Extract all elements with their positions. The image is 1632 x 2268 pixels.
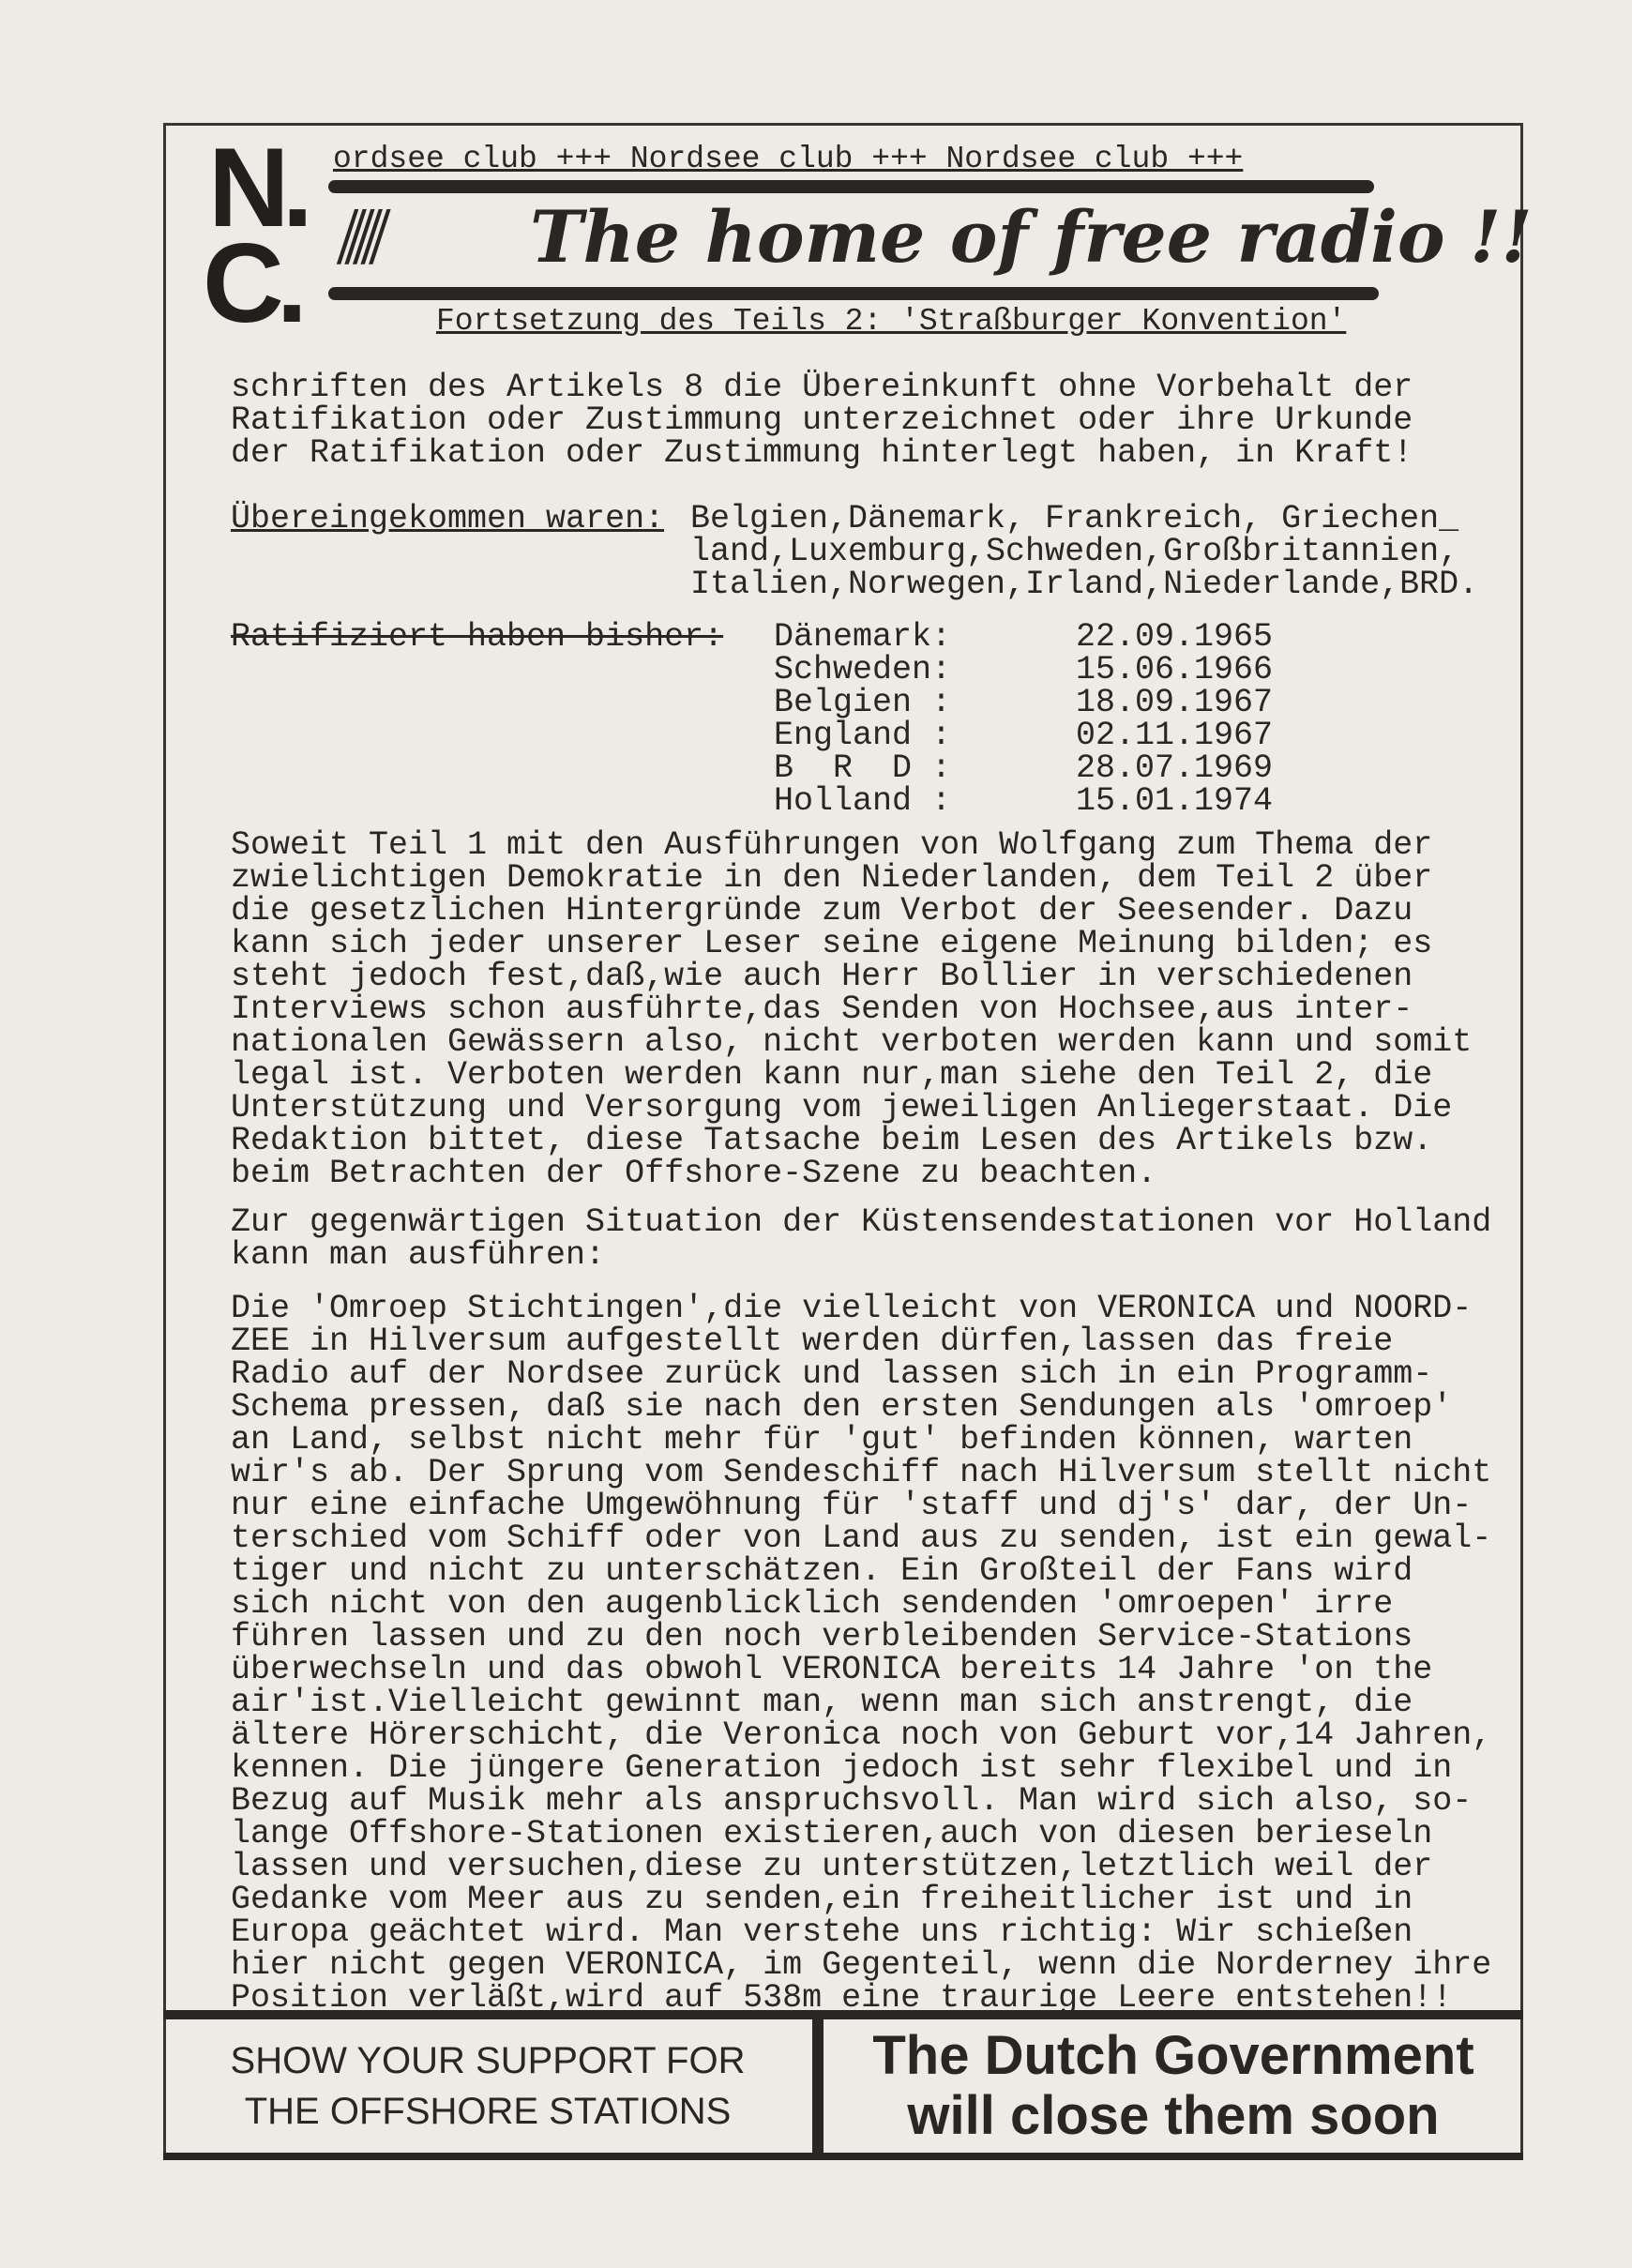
club-line: ordsee club +++ Nordsee club +++ Nordsee club +++ <box>333 142 1244 176</box>
paragraph-zur <box>231 1203 1492 1274</box>
text-line: der Ratifikation oder Zustimmung hinterlegt haben, in Kraft! <box>231 434 1413 472</box>
text-line: beim Betrachten der Offshore-Szene zu beachten. <box>231 1155 1157 1192</box>
text-line: legal ist. Verboten werden kann nur,man siehe den Teil 2, die <box>231 1056 1433 1094</box>
text-line: Ratifikation oder Zustimmung unterzeichnet oder ihre Urkunde <box>231 401 1413 439</box>
paragraph-omroep <box>231 1290 1492 2017</box>
ratified-row <box>774 684 1274 721</box>
text-line: führen lassen und zu den noch verbleibenden Service-Stations <box>231 1618 1413 1656</box>
banner-right-line2: will close them soon <box>907 2085 1440 2146</box>
ratified-country: England : <box>774 717 952 754</box>
text-line: zwielichtigen Demokratie in den Niederlanden, dem Teil 2 über <box>231 859 1433 897</box>
ratified-label: Ratifiziert haben bisher: <box>231 618 724 656</box>
ratified-row <box>774 782 1274 820</box>
ratified-row <box>774 749 1274 787</box>
ratified-date: 22.09.1965 <box>1076 618 1274 656</box>
ratified-table <box>774 618 1274 820</box>
text-line: lange Offshore-Stationen existieren,auch von diesen berieseln <box>231 1815 1433 1852</box>
ratified-date: 02.11.1967 <box>1076 717 1274 754</box>
text-line: die gesetzlichen Hintergründe zum Verbot der Seesender. Dazu <box>231 892 1413 930</box>
text-line: Bezug auf Musik mehr als anspruchsvoll. Man wird sich also, so- <box>231 1782 1473 1820</box>
banner-left-line1: SHOW YOUR SUPPORT FOR <box>230 2040 746 2081</box>
ratified-date: 15.06.1966 <box>1076 651 1274 688</box>
text-line: nationalen Gewässern also, nicht verboten werden kann und somit <box>231 1023 1473 1061</box>
text-line: wir's ab. Der Sprung vom Sendeschiff nach Hilversum stellt nicht <box>231 1454 1492 1491</box>
text-line: Unterstützung und Versorgung vom jeweiligen Anliegerstaat. Die <box>231 1089 1453 1126</box>
text-line: lassen und versuchen,diese zu unterstützen,letztlich weil der <box>231 1848 1433 1885</box>
text-line: Radio auf der Nordsee zurück und lassen sich in ein Programm- <box>231 1355 1433 1393</box>
ratified-row <box>774 719 1273 752</box>
banner-left <box>163 2019 824 2153</box>
support-banner <box>163 2010 1523 2160</box>
text-line: Italien,Norwegen,Irland,Niederlande,BRD. <box>690 566 1479 603</box>
text-line: an Land, selbst nicht mehr für 'gut' befinden können, warten <box>231 1421 1413 1459</box>
paragraph-soweit <box>231 826 1473 1192</box>
text-line: Gedanke vom Meer aus zu senden,ein freiheitlicher ist und in <box>231 1881 1413 1918</box>
agreed-label: Übereingekommen waren: <box>231 500 665 537</box>
ratified-date: 18.09.1967 <box>1076 684 1274 721</box>
text-line: Interviews schon ausführte,das Senden von Hochsee,aus inter- <box>231 990 1413 1028</box>
ratified-country: Holland : <box>774 782 952 820</box>
logo-c: C. <box>203 220 300 346</box>
text-line: Position verläßt,wird auf 538m eine traurige Leere entstehen!! <box>231 1979 1453 2017</box>
text-line: land,Luxemburg,Schweden,Großbritannien, <box>690 533 1459 570</box>
ratified-row <box>774 651 1274 688</box>
ratified-country: B R D : <box>774 749 952 787</box>
ratified-row <box>774 618 1274 656</box>
header-bar-top <box>328 180 1374 193</box>
slogan: The home of free radio !! <box>530 195 1533 279</box>
text-line: kann man ausführen: <box>231 1236 606 1274</box>
logo-n: N. <box>208 125 306 250</box>
text-line: terschied vom Schiff oder von Land aus zu senden, ist ein gewal- <box>231 1520 1492 1557</box>
text-line: nur eine einfache Umgewöhnung für 'staff und dj's' dar, der Un- <box>231 1487 1473 1524</box>
slashes-decoration: ///// <box>340 196 380 280</box>
text-line: air'ist.Vielleicht gewinnt man, wenn man sich anstrengt, die <box>231 1684 1413 1721</box>
text-line: tiger und nicht zu unterschätzen. Ein Großteil der Fans wird <box>231 1552 1413 1590</box>
text-line: ZEE in Hilversum aufgestellt werden dürfen,lassen das freie <box>231 1323 1394 1360</box>
text-line: kennen. Die jüngere Generation jedoch ist sehr flexibel und in <box>231 1749 1453 1787</box>
ratified-country: Belgien : <box>774 684 952 721</box>
text-line: kann sich jeder unserer Leser seine eigene Meinung bilden; es <box>231 925 1433 962</box>
ratified-date: 28.07.1969 <box>1076 749 1274 787</box>
text-line: Die 'Omroep Stichtingen',die vielleicht von VERONICA und NOORD- <box>231 1290 1473 1327</box>
ratified-date: 15.01.1974 <box>1076 782 1274 820</box>
ratified-country: Schweden: <box>774 651 952 688</box>
agreed-countries <box>690 500 1479 603</box>
text-line: überwechseln und das obwohl VERONICA bereits 14 Jahre 'on the <box>231 1651 1433 1688</box>
text-line: Belgien,Dänemark, Frankreich, Griechen_ <box>690 500 1459 537</box>
text-line: Schema pressen, daß sie nach den ersten Sendungen als 'omroep' <box>231 1388 1453 1426</box>
text-line: Europa geächtet wird. Man verstehe uns richtig: Wir schießen <box>231 1913 1413 1951</box>
text-line: Redaktion bittet, diese Tatsache beim Lesen des Artikels bzw. <box>231 1122 1433 1159</box>
text-line: sich nicht von den augenblicklich sendenden 'omroepen' irre <box>231 1585 1394 1623</box>
header-bar-bottom <box>328 287 1379 300</box>
article-subtitle: Fortsetzung des Teils 2: 'Straßburger Konvention' <box>436 304 1347 339</box>
ratified-country: Dänemark: <box>774 618 952 656</box>
text-line: steht jedoch fest,daß,wie auch Herr Bollier in verschiedenen <box>231 958 1413 995</box>
banner-right-line1: The Dutch Government <box>872 2025 1474 2086</box>
text-line: Zur gegenwärtigen Situation der Küstensendestationen vor Holland <box>231 1203 1492 1241</box>
banner-left-line2: THE OFFSHORE STATIONS <box>244 2091 732 2132</box>
text-line: ältere Hörerschicht, die Veronica noch von Geburt vor,14 Jahren, <box>231 1716 1492 1754</box>
text-line: Soweit Teil 1 mit den Ausführungen von Wolfgang zum Thema der <box>231 826 1433 864</box>
banner-right <box>824 2019 1523 2153</box>
text-line: schriften des Artikels 8 die Übereinkunft ohne Vorbehalt der <box>231 369 1413 406</box>
text-line: hier nicht gegen VERONICA, im Gegenteil, wenn die Norderney ihre <box>231 1946 1492 1984</box>
intro-paragraph <box>231 371 1413 470</box>
